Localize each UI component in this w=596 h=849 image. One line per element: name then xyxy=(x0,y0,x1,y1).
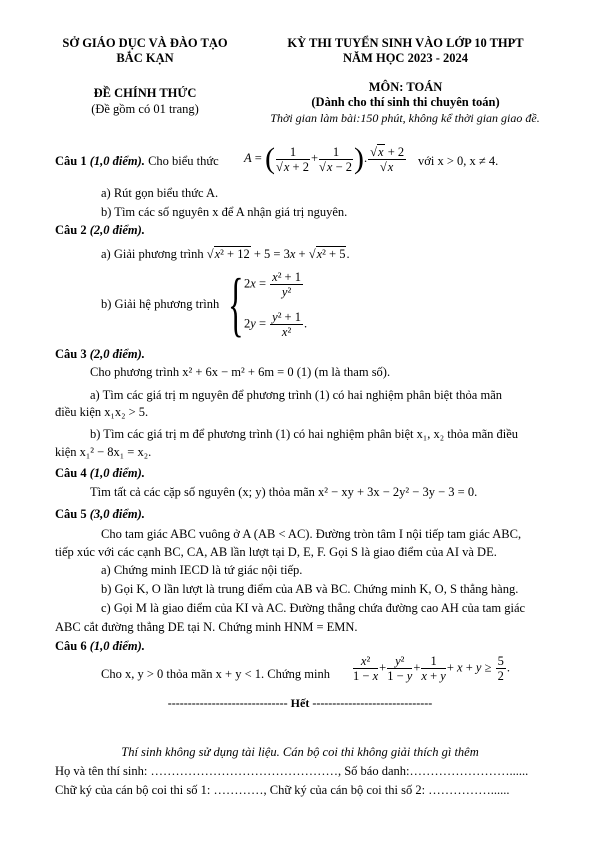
q5-points: (3,0 điểm). xyxy=(89,507,145,521)
exam-title: KỲ THI TUYỂN SINH VÀO LỚP 10 THPT xyxy=(287,36,524,50)
q3-points: (2,0 điểm). xyxy=(89,347,145,361)
q4-points: (1,0 điểm). xyxy=(89,466,145,480)
q6-inequality: $\frac{\text{x²}}{1 - x}$ + $\frac{\text{y²}}{1 - y}$ + $\frac{1}{x + y}$ + x + y ≥ $\frac{5}{2}$ . xyxy=(353,654,510,683)
system-brace: { xyxy=(228,264,244,344)
footer-note: Thí sinh không sử dụng tài liệu. Cán bộ coi thi không giải thích gì thêm xyxy=(121,745,479,759)
time-limit: Thời gian làm bài:150 phút, không kể thời gian giao đề. xyxy=(270,111,540,125)
q1-points: (1,0 điểm). xyxy=(89,154,145,168)
province-name: BẮC KẠN xyxy=(116,51,174,65)
q3-part-a-line2: điều kiện x₁x₂ > 5. xyxy=(55,405,149,419)
page-count: (Đề gồm có 01 trang) xyxy=(91,102,199,116)
q1-part-a: a) Rút gọn biểu thức A. xyxy=(101,186,219,200)
proctor-signature-line: Chữ ký của cán bộ coi thi số 1: …………, Chữ ký của cán bộ coi thi số 2: ……………...... xyxy=(55,783,510,797)
q5-title: Câu 5 xyxy=(55,507,87,521)
q3-part-b-line1: b) Tìm các giá trị m để phương trình (1) có hai nghiệm phân biệt x₁, x₂ thỏa mãn điều xyxy=(90,427,519,441)
q2-title-line xyxy=(55,223,145,238)
candidate-info-line: Họ và tên thí sinh: ………………………………………, Số báo danh:……………………...... xyxy=(55,764,529,778)
q2-b-text: b) Giải hệ phương trình xyxy=(101,297,220,311)
school-year: NĂM HỌC 2023 - 2024 xyxy=(343,51,468,65)
q6-points: (1,0 điểm). xyxy=(89,639,145,653)
official-label: ĐỀ CHÍNH THỨC xyxy=(93,86,197,100)
q1-intro: Cho biểu thức xyxy=(148,154,219,168)
q2-part-a: a) Giải phương trình √x² + 12 + 5 = 3x + √x² + 5. xyxy=(101,247,350,261)
q4-title-line xyxy=(55,466,145,481)
audience: (Dành cho thí sinh thi chuyên toán) xyxy=(311,95,500,109)
end-marker: ------------------------------ Hết ------------------------------ xyxy=(167,696,433,710)
q2-a-text: a) Giải phương trình xyxy=(101,247,204,261)
q3-part-b-line2: kiện x₁² − 8x₁ = x₂. xyxy=(55,445,152,459)
subject: MÔN: TOÁN xyxy=(368,80,443,94)
q3-title-line xyxy=(55,347,145,362)
q6-title-line xyxy=(55,639,145,654)
dept-name: SỞ GIÁO DỤC VÀ ĐÀO TẠO xyxy=(62,36,228,50)
q5-line1: Cho tam giác ABC vuông ở A (AB < AC). Đường tròn tâm I nội tiếp tam giác ABC, xyxy=(101,527,522,541)
q1-title: Câu 1 xyxy=(55,154,87,168)
q6-title: Câu 6 xyxy=(55,639,87,653)
q5-line2: tiếp xúc với các cạnh BC, CA, AB lần lượt tại D, E, F. Gọi S là giao điểm của AI và DE. xyxy=(55,545,497,559)
q2-points: (2,0 điểm). xyxy=(89,223,145,237)
q5-part-c-line2: ABC cắt đường thẳng DE tại N. Chứng minh HNM = EMN. xyxy=(55,620,358,634)
q5-part-b: b) Gọi K, O lần lượt là trung điểm của AB và BC. Chứng minh K, O, S thẳng hàng. xyxy=(101,582,519,596)
q3-part-a-line1: a) Tìm các giá trị m nguyên để phương trình (1) có hai nghiệm phân biệt thỏa mãn xyxy=(90,388,502,402)
q4-title: Câu 4 xyxy=(55,466,87,480)
q5-title-line xyxy=(55,507,145,522)
q3-title: Câu 3 xyxy=(55,347,87,361)
q5-part-c-line1: c) Gọi M là giao điểm của KI và AC. Đường thẳng chứa đường cao AH của tam giác xyxy=(101,601,526,615)
exam-page: SỞ GIÁO DỤC VÀ ĐÀO TẠO BẮC KẠN KỲ THI TUYỂN SINH VÀO LỚP 10 THPT NĂM HỌC 2023 - 2024 ĐỀ CHÍNH THỨC (Đề gồm có 01 trang) MÔN: TOÁN (Dành cho thí sinh thi chuyên toán) Thời gian làm bài:150 phút, không kể thời gian giao đề. Câu 1 (1,0 điểm). Cho biểu thức A = ( $\frac{1}{√x + 2}$ + $\frac{1}{√x - 2}$ ). $\frac{√x + 2}{√x}$ với x > 0, x ≠ 4. a) Rút gọn biểu thức A. b) Tìm các số nguyên x để A nhận giá trị nguyên. Câu 2 (2,0 điểm). a) Giải phương trình √x² + 12 + 5 = 3x + √x² + 5. b) Giải hệ phương trình { 2x = $\frac{\text{x² + 1}}{\text{y²}}$ 2y = $\frac{\text{y² + 1}}{\text{x²}}$ . Câu 3 (2,0 điểm). Cho phương trình x² + 6x − m² + 6m = 0 (1) (m là tham số). a) Tìm các giá trị m nguyên để phương trình (1) có hai nghiệm phân biệt thỏa mãn điều kiện x₁x₂ > 5. b) Tìm các giá trị m để phương trình (1) có hai nghiệm phân biệt x₁, x₂ thỏa mãn điều kiện x₁² − 8x₁ = x₂. Câu 4 (1,0 điểm). Tìm tất cả các cặp số nguyên (x; y) thỏa mãn x² − xy + 3x − 2y² − 3y − 3 = 0. Câu 5 (3,0 điểm). Cho tam giác ABC vuông ở A (AB < AC). Đường tròn tâm I nội tiếp tam giác ABC, tiếp xúc với các cạnh BC, CA, AB lần lượt tại D, E, F. Gọi S là giao điểm của AI và DE. a) Chứng minh IECD là tứ giác nội tiếp. b) Gọi K, O lần lượt là trung điểm của AB và BC. Chứng minh K, O, S thẳng hàng. c) Gọi M là giao điểm của KI và AC. Đường thẳng chứa đường cao AH của tam giác ABC cắt đường thẳng DE tại N. Chứng minh HNM = EMN. Câu 6 (1,0 điểm). Cho x, y > 0 thỏa mãn x + y < 1. Chứng minh $\frac{\text{x²}}{1 - x}$ + $\frac{\text{y²}}{1 - y}$ + $\frac{1}{x + y}$ + x + y ≥ $\frac{5}{2}$ . ------------------------------ Hết ------------------------------ Thí sinh không sử dụng tài liệu. Cán bộ coi thi không giải thích gì thêm Họ và tên thí sinh: ………………………………………, Số báo danh:……………………...... Chữ ký của cán bộ coi thi số 1: …………, Chữ ký của cán bộ coi thi số 2: ……………...... xyxy=(0,0,596,849)
q2-title: Câu 2 xyxy=(55,223,87,237)
q4-text: Tìm tất cả các cặp số nguyên (x; y) thỏa mãn x² − xy + 3x − 2y² − 3y − 3 = 0. xyxy=(90,485,478,499)
q3-intro: Cho phương trình x² + 6x − m² + 6m = 0 (1) (m là tham số). xyxy=(90,365,391,379)
q1-formula: A = ( $\frac{1}{√x + 2}$ + $\frac{1}{√x - 2}$ ). $\frac{√x + 2}{√x}$ xyxy=(244,142,405,175)
q1-part-b: b) Tìm các số nguyên x để A nhận giá trị nguyên. xyxy=(101,205,348,219)
q6-intro: Cho x, y > 0 thỏa mãn x + y < 1. Chứng minh xyxy=(101,667,330,681)
q1-line xyxy=(55,154,219,169)
q1-condition: với x > 0, x ≠ 4. xyxy=(418,154,499,168)
q5-part-a: a) Chứng minh IECD là tứ giác nội tiếp. xyxy=(101,563,303,577)
